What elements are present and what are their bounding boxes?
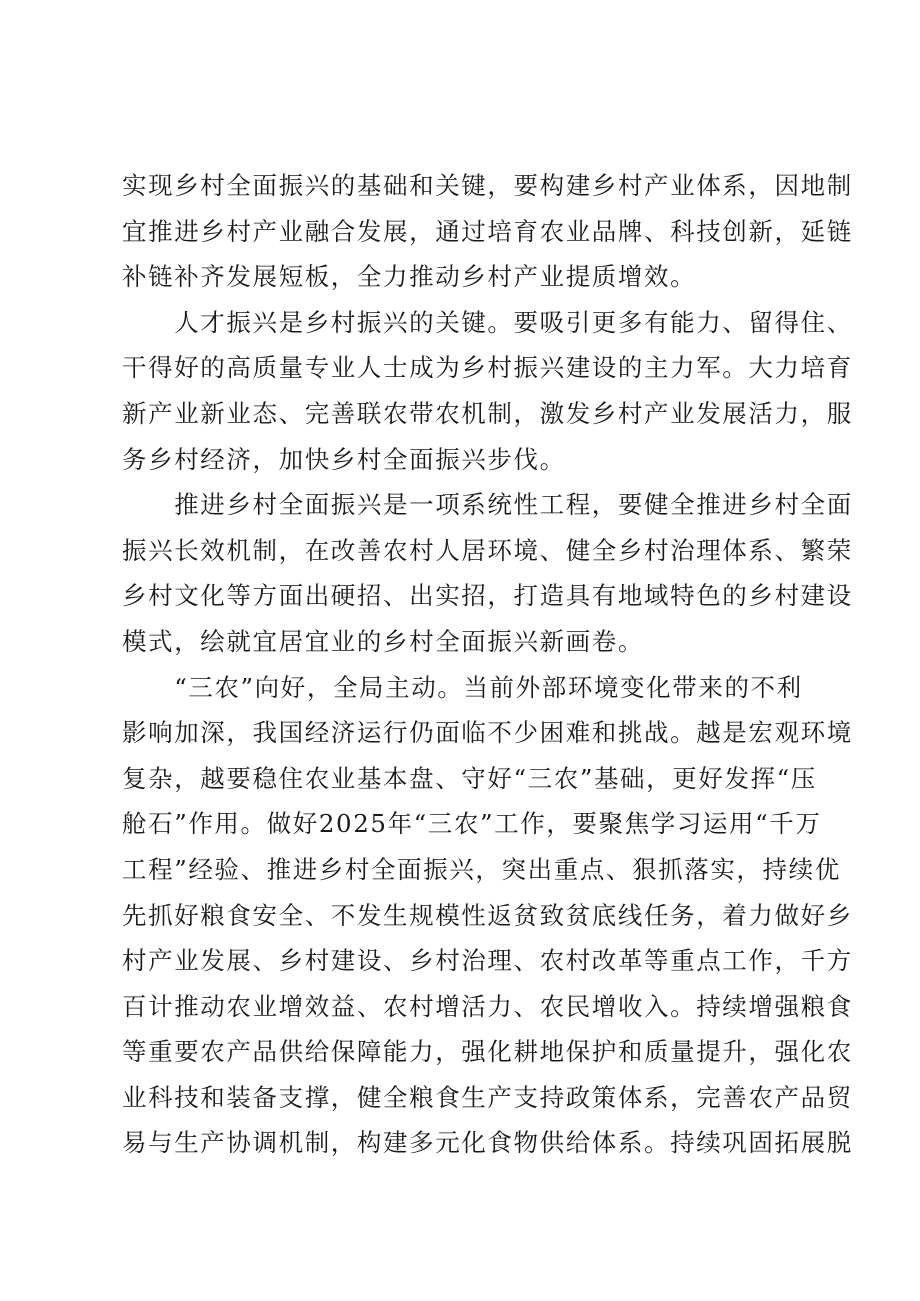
text-line: 影响加深，我国经济运行仍面临不少困难和挑战。越是宏观环境 bbox=[122, 718, 853, 748]
body-text bbox=[122, 163, 853, 1166]
text-line: 干得好的高质量专业人士成为乡村振兴建设的主力军。大力培育 bbox=[122, 353, 853, 383]
text-line: 舱石”作用。做好2025年“三农”工作，要聚焦学习运用“千万 bbox=[122, 809, 822, 839]
text-line: 模式，绘就宜居宜业的乡村全面振兴新画卷。 bbox=[122, 626, 644, 656]
text-line: 村产业发展、乡村建设、乡村治理、农村改革等重点工作，千方 bbox=[122, 946, 853, 976]
text-line: 业科技和装备支撑，健全粮食生产支持政策体系，完善农产品贸 bbox=[122, 1082, 853, 1112]
text-line: 振兴长效机制，在改善农村人居环境、健全乡村治理体系、繁荣 bbox=[122, 535, 853, 565]
text-line: 宜推进乡村产业融合发展，通过培育农业品牌、科技创新，延链 bbox=[122, 216, 853, 246]
text-line: 新产业新业态、完善联农带农机制，激发乡村产业发展活力，服 bbox=[122, 398, 853, 428]
text-line: 乡村文化等方面出硬招、出实招，打造具有地域特色的乡村建设 bbox=[122, 581, 853, 611]
text-line: 务乡村经济，加快乡村全面振兴步伐。 bbox=[122, 444, 566, 474]
text-line: 复杂，越要稳住农业基本盘、守好“三农”基础，更好发挥“压 bbox=[122, 763, 817, 793]
text-line: 工程”经验、推进乡村全面振兴，突出重点、狠抓落实，持续优 bbox=[122, 854, 841, 884]
text-line: “三农”向好，全局主动。当前外部环境变化带来的不利 bbox=[122, 672, 803, 702]
text-line: 先抓好粮食安全、不发生规模性返贫致贫底线任务，着力做好乡 bbox=[122, 900, 853, 930]
text-line: 百计推动农业增效益、农村增活力、农民增收入。持续增强粮食 bbox=[122, 991, 853, 1021]
text-line: 推进乡村全面振兴是一项系统性工程，要健全推进乡村全面 bbox=[122, 490, 853, 520]
text-line: 人才振兴是乡村振兴的关键。要吸引更多有能力、留得住、 bbox=[122, 307, 853, 337]
text-line: 补链补齐发展短板，全力推动乡村产业提质增效。 bbox=[122, 262, 697, 292]
text-line: 易与生产协调机制，构建多元化食物供给体系。持续巩固拓展脱 bbox=[122, 1128, 853, 1158]
text-line: 等重要农产品供给保障能力，强化耕地保护和质量提升，强化农 bbox=[122, 1037, 853, 1067]
text-line: 实现乡村全面振兴的基础和关键，要构建乡村产业体系，因地制 bbox=[122, 171, 853, 200]
